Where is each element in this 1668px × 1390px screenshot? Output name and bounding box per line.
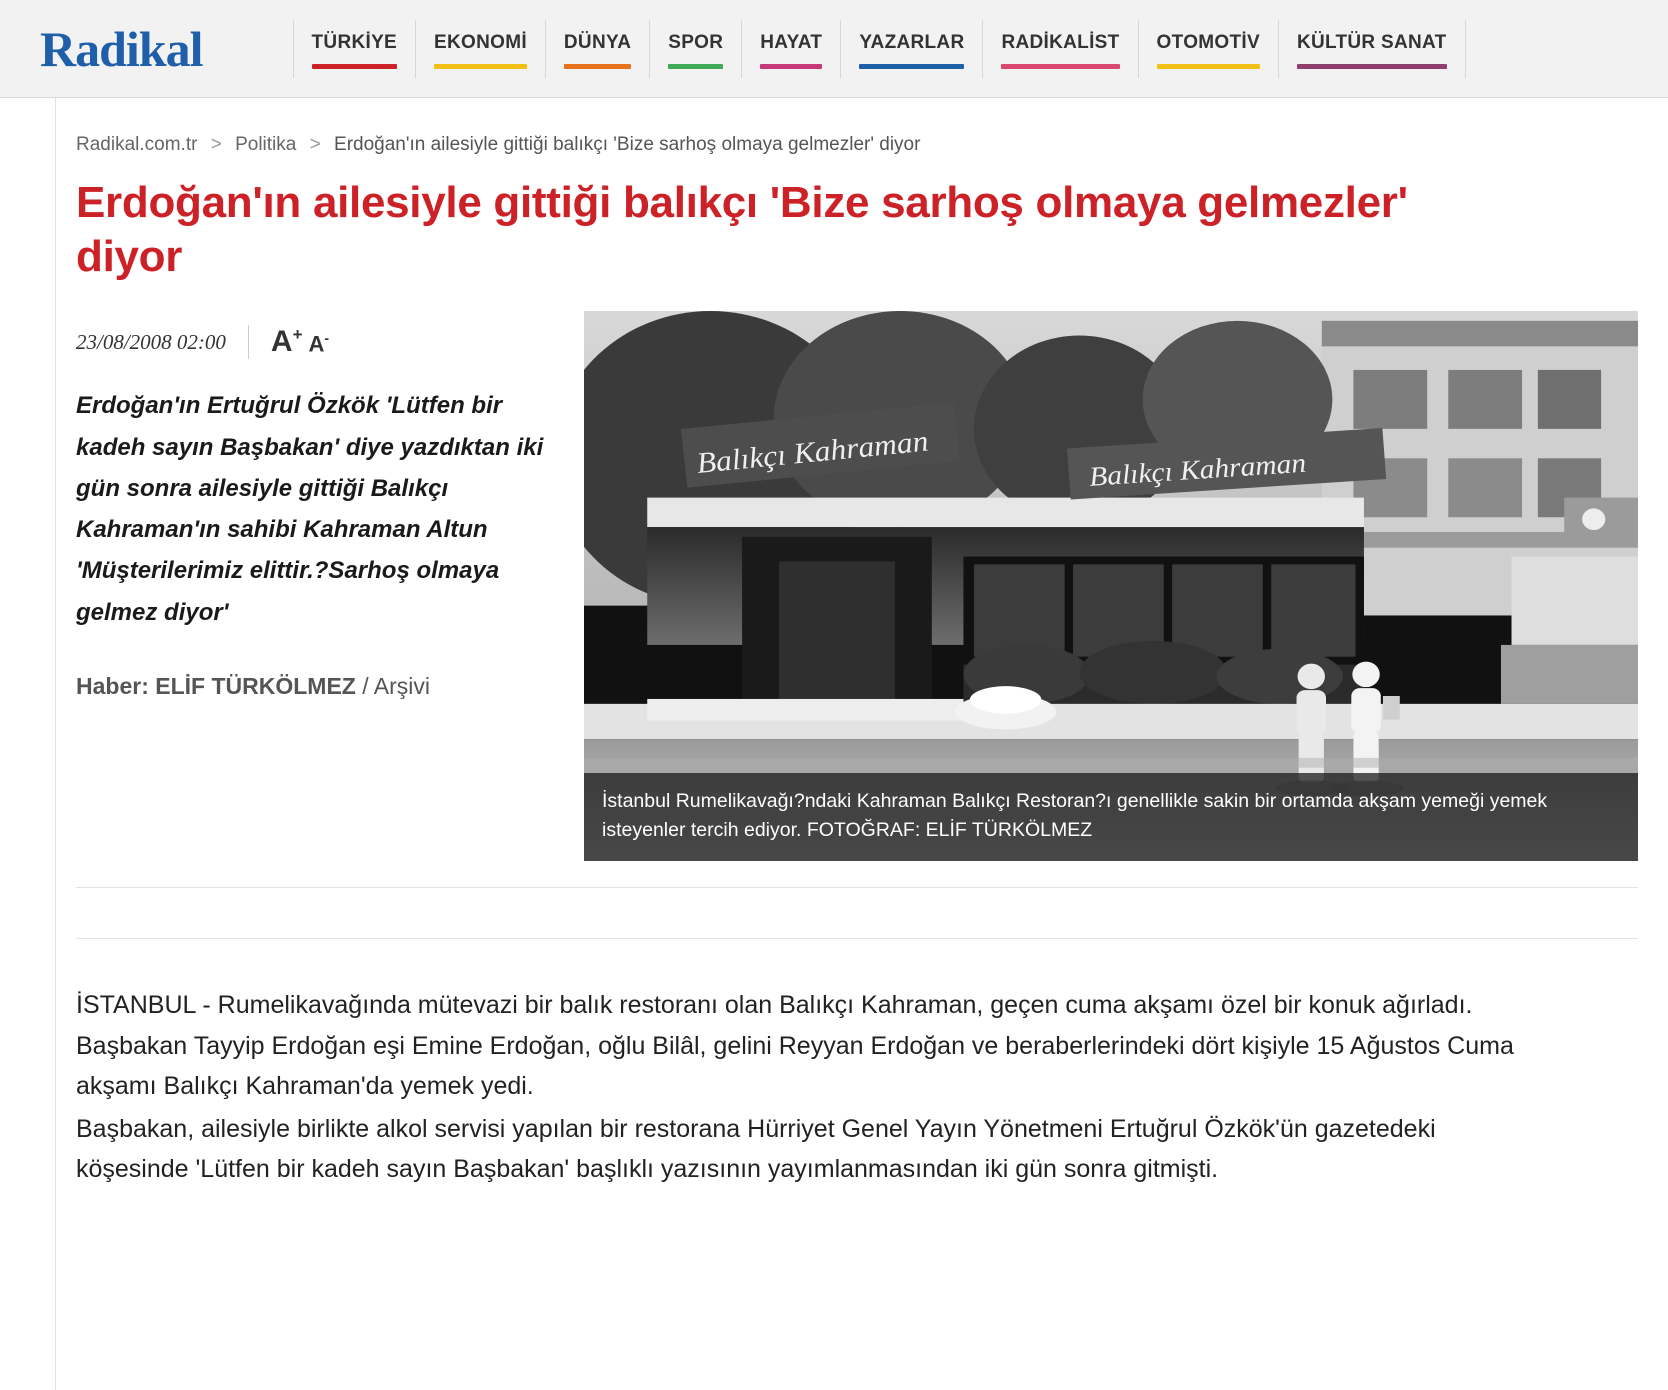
article-photo (584, 311, 1638, 861)
svg-text:Balıkçı Kahraman: Balıkçı Kahraman (694, 424, 930, 481)
font-increase-button[interactable] (271, 325, 303, 359)
font-decrease-sup: - (324, 330, 330, 347)
breadcrumb-separator: > (210, 134, 222, 155)
breadcrumb-section[interactable]: Politika (235, 134, 297, 155)
nav-underline (668, 64, 723, 69)
article-byline (76, 673, 558, 700)
font-increase-sup: + (292, 325, 303, 345)
article-meta-row (76, 325, 558, 375)
breadcrumb-current: Erdoğan'ın ailesiyle gittiği balıkçı 'Bize sarhoş olmaya gelmezler' diyor (334, 134, 921, 155)
nav-item-dunya[interactable] (545, 20, 649, 78)
publish-date: 23/08/2008 02:00 (76, 329, 226, 354)
nav-item-kultur-sanat[interactable] (1278, 20, 1466, 78)
nav-item-radikalist[interactable] (982, 20, 1137, 78)
article-paragraph: Başbakan, ailesiyle birlikte alkol servisi yapılan bir restorana Hürriyet Genel Yayın Yönetmeni Ertuğrul Özkök'ün gazetedeki köşesinde 'Lütfen bir kadeh sayın Başbakan' başlıklı yazısının yayımlanmasından iki gün sonra gitmişti. (76, 1114, 1436, 1184)
section-divider-1 (76, 887, 1638, 888)
nav-label: TÜRKİYE (311, 31, 398, 53)
nav-item-yazarlar[interactable] (840, 20, 982, 78)
nav-underline (434, 64, 527, 69)
nav-item-otomotiv[interactable] (1138, 20, 1278, 78)
nav-item-ekonomi[interactable] (415, 20, 545, 78)
breadcrumb-home[interactable]: Radikal.com.tr (76, 134, 198, 155)
nav-label: YAZARLAR (859, 31, 965, 53)
section-divider-2 (76, 938, 1638, 939)
nav-label: SPOR (668, 31, 724, 53)
nav-label: OTOMOTİV (1156, 31, 1260, 53)
left-rail (0, 98, 56, 1390)
article-top-section (76, 311, 1638, 861)
article-paragraph: İSTANBUL - Rumelikavağında mütevazi bir balık restoranı olan Balıkçı Kahraman, geçen cuma akşamı özel bir konuk ağırladı. Başbakan Tayyip Erdoğan eşi Emine Erdoğan, oğlu Bilâl, gelini Reyyan Erdoğan ve beraberlerindeki dört kişiyle 15 Ağustos Cuma akşamı Balıkçı Kahraman'da yemek yedi. (76, 991, 1514, 1101)
nav-item-hayat[interactable] (741, 20, 840, 78)
byline-author: Haber: ELİF TÜRKÖLMEZ (76, 672, 356, 699)
photo-caption: İstanbul Rumelikavağı?ndaki Kahraman Balıkçı Restoran?ı genellikle sakin bir ortamda akşam yemeği yemek isteyenler tercih ediyor. FOTOĞRAF: ELİF TÜRKÖLMEZ (584, 773, 1638, 862)
nav-label: KÜLTÜR SANAT (1296, 31, 1447, 53)
meta-divider (248, 325, 249, 359)
nav-label: EKONOMİ (434, 31, 527, 53)
nav-label: RADİKALİST (1001, 31, 1120, 53)
site-logo[interactable]: Radikal (40, 20, 203, 77)
article-photo-column (584, 311, 1638, 861)
main-navigation (293, 20, 1466, 78)
article-body (76, 985, 1536, 1190)
font-decrease-label: A (308, 331, 325, 357)
nav-underline (859, 64, 964, 69)
nav-underline (564, 64, 631, 69)
article-summary: Erdoğan'ın Ertuğrul Özkök 'Lütfen bir kadeh sayın Başbakan' diye yazdıktan iki gün sonra ailesiyle gittiği Balıkçı Kahraman'ın sahibi Kahraman Altun 'Müşterilerimiz elittir.?Sarhoş olmaya gelmez diyor' (76, 392, 544, 626)
nav-underline (1297, 64, 1447, 69)
nav-underline (1157, 64, 1260, 69)
nav-underline (760, 64, 822, 69)
page-body (0, 98, 1668, 1390)
breadcrumb (76, 98, 1638, 176)
breadcrumb-separator: > (309, 134, 321, 155)
nav-label: HAYAT (760, 31, 823, 53)
article-content (56, 98, 1668, 1390)
font-size-controls (271, 325, 329, 359)
nav-underline (1001, 64, 1119, 69)
byline-archive-link[interactable]: / Arşivi (355, 672, 430, 699)
font-decrease-button[interactable] (309, 330, 330, 357)
font-increase-label: A (270, 325, 293, 359)
nav-item-spor[interactable] (649, 20, 741, 78)
nav-label: DÜNYA (563, 31, 632, 53)
nav-underline (312, 64, 398, 69)
site-header (0, 0, 1668, 98)
svg-text:Balıkçı Kahraman: Balıkçı Kahraman (1088, 448, 1308, 493)
nav-item-turkiye[interactable] (293, 20, 416, 78)
article-meta-column (76, 311, 558, 700)
page-title: Erdoğan'ın ailesiyle gittiği balıkçı 'Bize sarhoş olmaya gelmezler' diyor (76, 178, 1408, 281)
